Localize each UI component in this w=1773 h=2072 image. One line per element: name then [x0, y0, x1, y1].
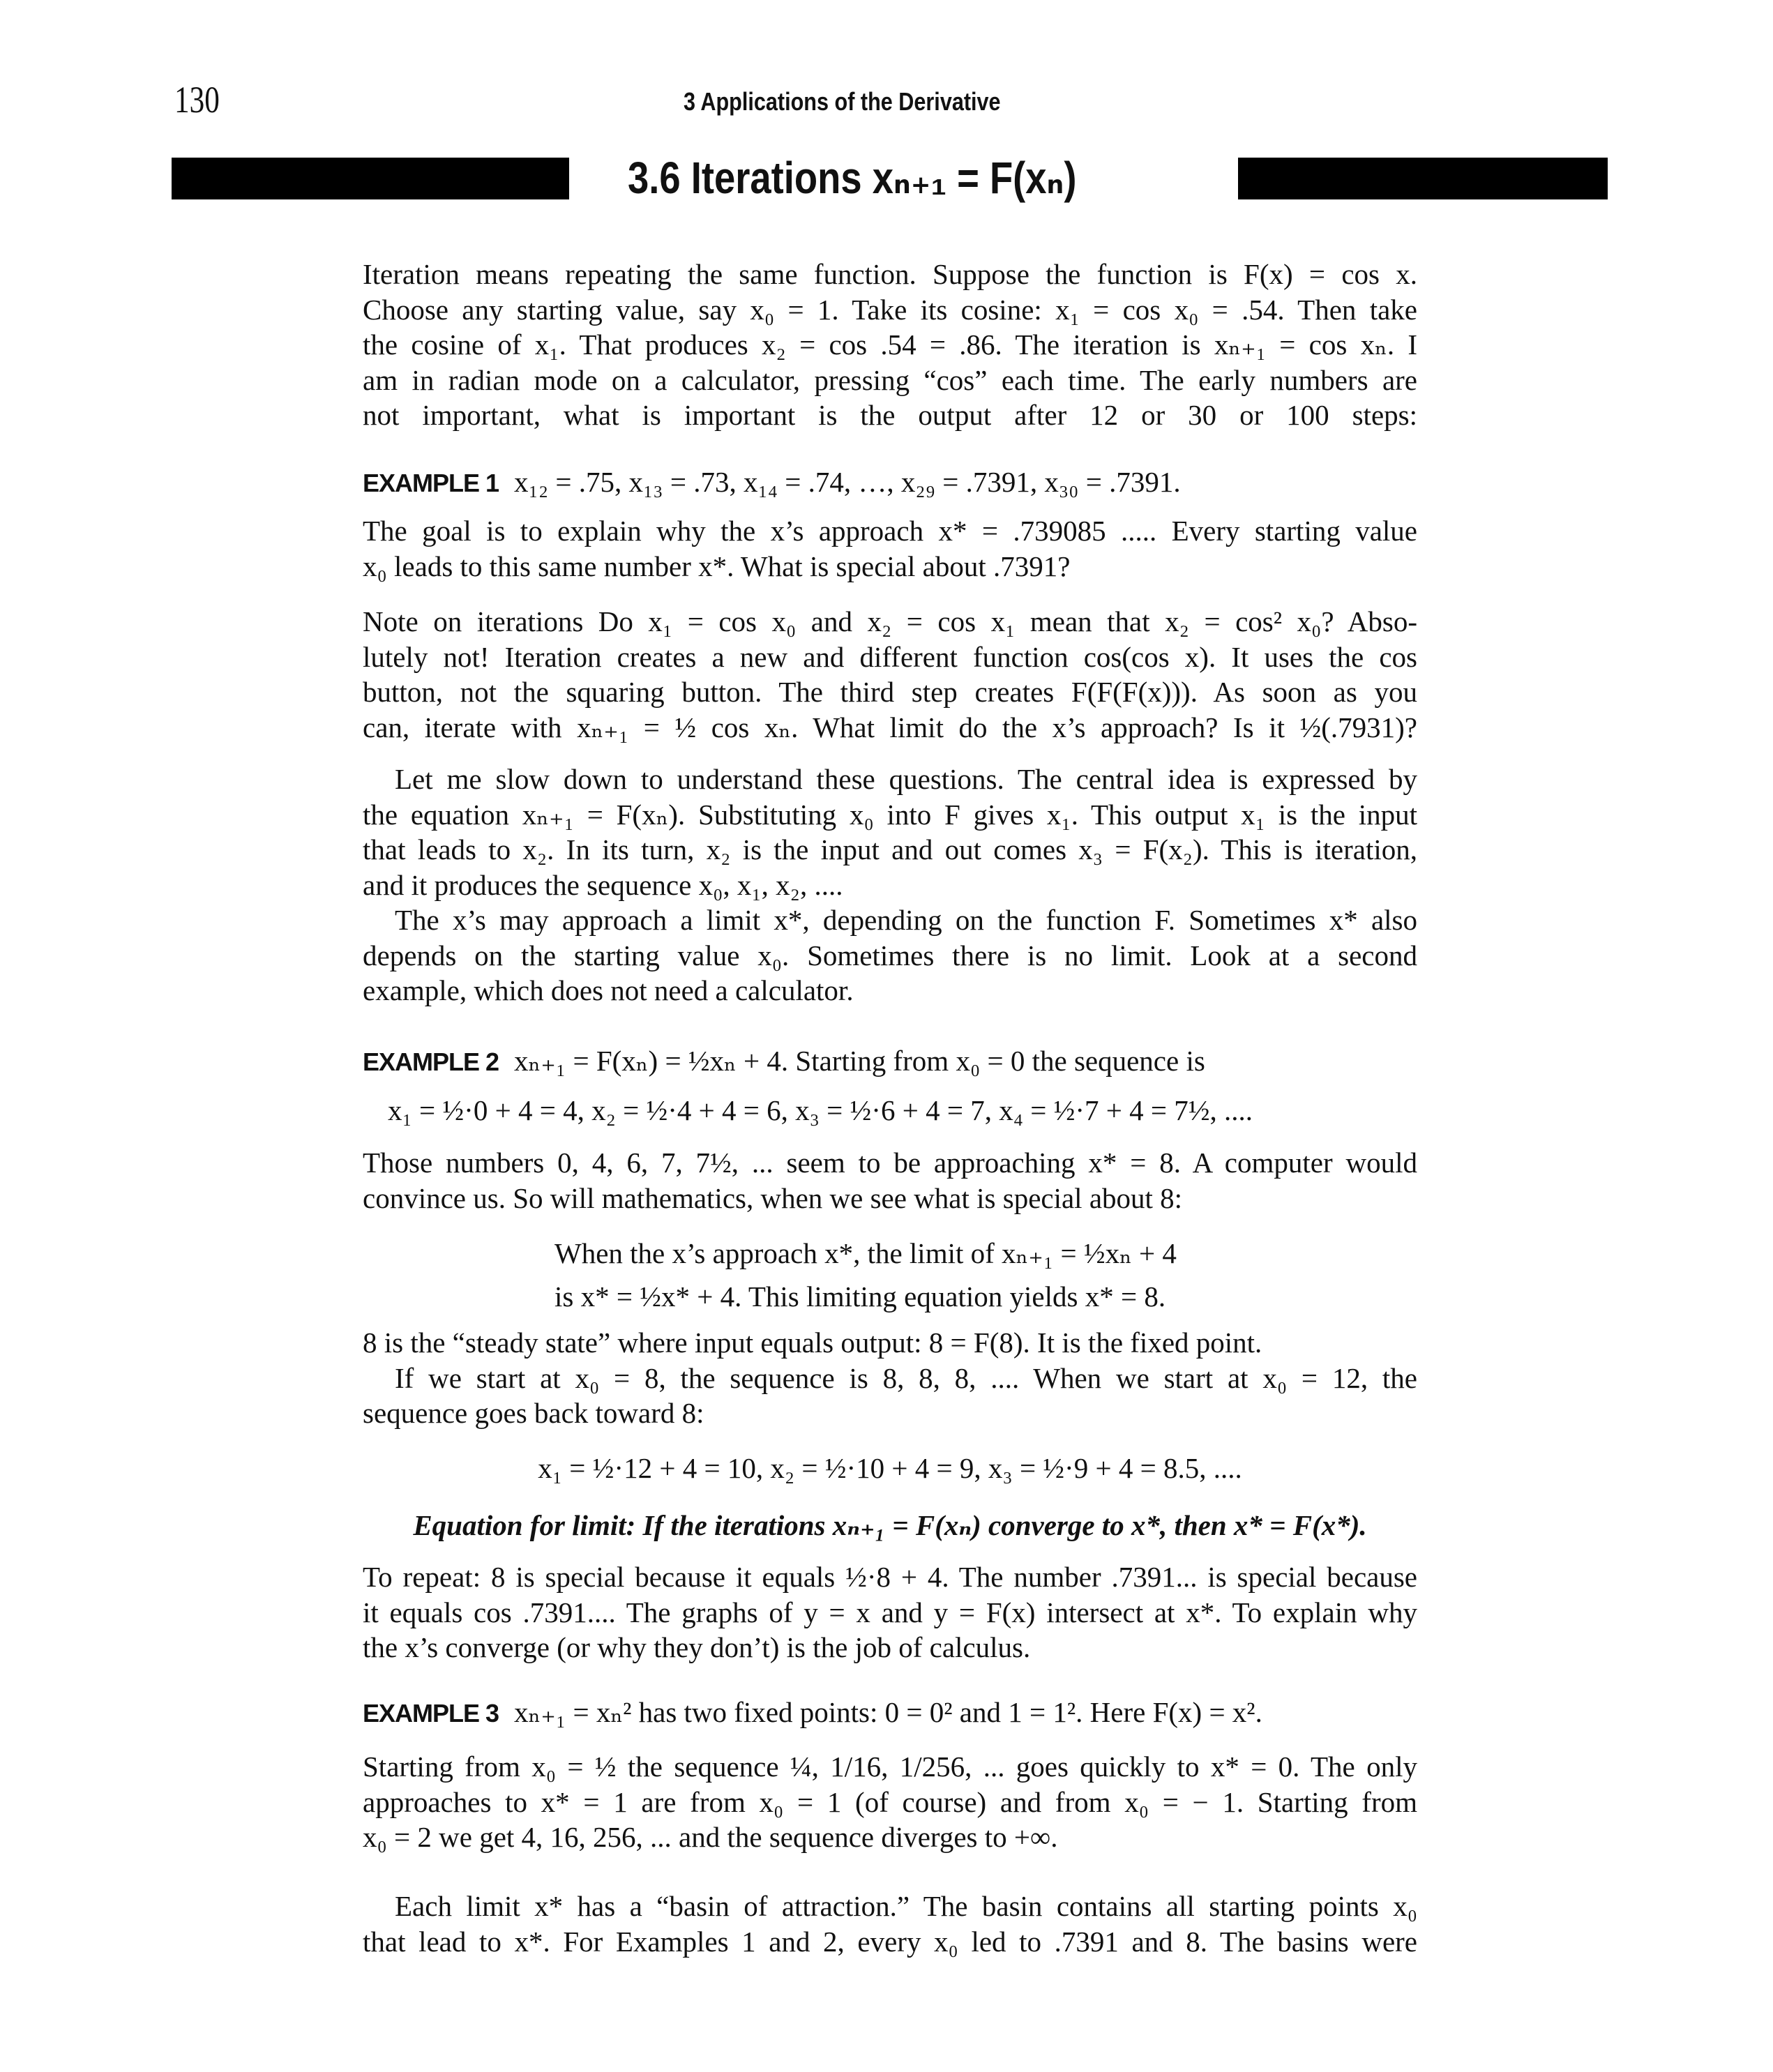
text-line: x₀ = 2 we get 4, 16, 256, ... and the sequence diverges to +∞. [363, 1821, 1058, 1853]
example-label: EXAMPLE 1 [363, 469, 499, 497]
note-on-iterations [363, 604, 1417, 745]
example-label: EXAMPLE 3 [363, 1699, 499, 1727]
text-line: that leads to x₂. In its turn, x₂ is the input and out comes x₃ = F(x₂). This is iteration, [363, 833, 1417, 865]
text-line: can, iterate with xₙ₊₁ = ½ cos xₙ. What limit do the x’s approach? Is it ½(.7931)? [363, 711, 1417, 743]
text-line: the x’s converge (or why they don’t) is the job of calculus. [363, 1631, 1031, 1663]
text-line: Iteration means repeating the same function. Suppose the function is F(x) = cos x. [363, 258, 1417, 290]
example-label: EXAMPLE 2 [363, 1048, 499, 1076]
page-number: 130 [174, 79, 220, 121]
text-line: Those numbers 0, 4, 6, 7, 7½, ... seem to be approaching x* = 8. A computer would [363, 1147, 1417, 1179]
example-2 [363, 1043, 1417, 1128]
running-head: 3 Applications of the Derivative [684, 87, 1001, 116]
text-line: the equation xₙ₊₁ = F(xₙ). Substituting x₀ into F gives x₁. This output x₁ is the input [363, 798, 1417, 831]
section-title: 3.6 Iterations xₙ₊₁ = F(xₙ) [628, 153, 1077, 203]
text-line: Starting from x₀ = ½ the sequence ¼, 1/16, 1/256, ... goes quickly to x* = 0. The only [363, 1750, 1417, 1783]
text-line: To repeat: 8 is special because it equals ½·8 + 4. The number .7391... is special because [363, 1561, 1417, 1593]
example-text: xₙ₊₁ = xₙ² has two fixed points: 0 = 0² and 1 = 1². Here F(x) = x². [514, 1696, 1262, 1728]
example-3 [363, 1695, 1417, 1732]
text-line: lutely not! Iteration creates a new and different function cos(cos x). It uses the cos [363, 640, 1417, 673]
example-sequence: x₁ = ½·0 + 4 = 4, x₂ = ½·4 + 4 = 6, x₃ = ½·6 + 4 = 7, x₄ = ½·7 + 4 = 7½, .... [388, 1094, 1253, 1126]
text-line: approaches to x* = 1 are from x₀ = 1 (of course) and from x₀ = − 1. Starting from [363, 1785, 1417, 1818]
text-line: example, which does not need a calculator. [363, 974, 854, 1006]
text-line: When the x’s approach x*, the limit of xₙ₊₁ = ½xₙ + 4 [554, 1237, 1177, 1269]
example-text: xₙ₊₁ = F(xₙ) = ½xₙ + 4. Starting from x₀ = 0 the sequence is [514, 1045, 1205, 1077]
text-line: and it produces the sequence x₀, x₁, x₂, .... [363, 868, 843, 901]
text-line: Each limit x* has a “basin of attraction.” The basin contains all starting points x₀ [395, 1890, 1417, 1922]
paragraph-approaching [363, 1145, 1417, 1216]
text-line: that lead to x*. For Examples 1 and 2, every x₀ led to .7391 and 8. The basins were [363, 1925, 1417, 1958]
text-line: button, not the squaring button. The third step creates F(F(F(x))). As soon as you [363, 676, 1417, 708]
text-line: not important, what is important is the output after 12 or 30 or 100 steps: [363, 399, 1417, 431]
paragraph-intro [363, 257, 1417, 433]
title-bar-left [172, 158, 569, 199]
text-line: Let me slow down to understand these questions. The central idea is expressed by [395, 763, 1417, 795]
text-line: convince us. So will mathematics, when we see what is special about 8: [363, 1181, 1183, 1214]
example-1 [363, 464, 1417, 501]
paragraph-goal [363, 513, 1417, 584]
equation-for-limit: Equation for limit: If the iterations xₙ₊₁ = F(xₙ) converge to x*, then x* = F(x*). [413, 1509, 1367, 1541]
text-line: sequence goes back toward 8: [363, 1397, 704, 1429]
text-line: Note on iterations Do x₁ = cos x₀ and x₂ = cos x₁ mean that x₂ = cos² x₀? Abso- [363, 605, 1417, 637]
example-text: x₁₂ = .75, x₁₃ = .73, x₁₄ = .74, …, x₂₉ = .7391, x₃₀ = .7391. [514, 466, 1181, 498]
paragraph-central-idea [363, 762, 1417, 1008]
text-line: The goal is to explain why the x’s approach x* = .739085 ..... Every starting value [363, 515, 1417, 547]
paragraph-basin [363, 1889, 1417, 1959]
paragraph-to-repeat [363, 1559, 1417, 1665]
text-line: x₀ leads to this same number x*. What is special about .7391? [363, 550, 1071, 582]
display-limit [554, 1232, 1391, 1318]
text-line: am in radian mode on a calculator, pressing “cos” each time. The early numbers are [363, 363, 1417, 396]
display-sequence: x₁ = ½·12 + 4 = 10, x₂ = ½·10 + 4 = 9, x₃ = ½·9 + 4 = 8.5, .... [538, 1452, 1242, 1484]
text-line: it equals cos .7391.... The graphs of y = x and y = F(x) intersect at x*. To explain why [363, 1596, 1417, 1628]
paragraph-fixed-point [363, 1325, 1417, 1431]
text-line: If we start at x₀ = 8, the sequence is 8, 8, 8, .... When we start at x₀ = 12, the [395, 1361, 1417, 1394]
paragraph-example-3 [363, 1749, 1417, 1855]
title-bar-right [1238, 158, 1608, 199]
text-line: is x* = ½x* + 4. This limiting equation yields x* = 8. [554, 1280, 1166, 1313]
text-line: The x’s may approach a limit x*, depending on the function F. Sometimes x* also [395, 904, 1417, 936]
text-line: depends on the starting value x₀. Sometimes there is no limit. Look at a second [363, 939, 1417, 971]
text-line: Choose any starting value, say x₀ = 1. Take its cosine: x₁ = cos x₀ = .54. Then take [363, 293, 1417, 326]
text-line: the cosine of x₁. That produces x₂ = cos .54 = .86. The iteration is xₙ₊₁ = cos xₙ. I [363, 328, 1417, 361]
text-line: 8 is the “steady state” where input equals output: 8 = F(8). It is the fixed point. [363, 1326, 1262, 1359]
